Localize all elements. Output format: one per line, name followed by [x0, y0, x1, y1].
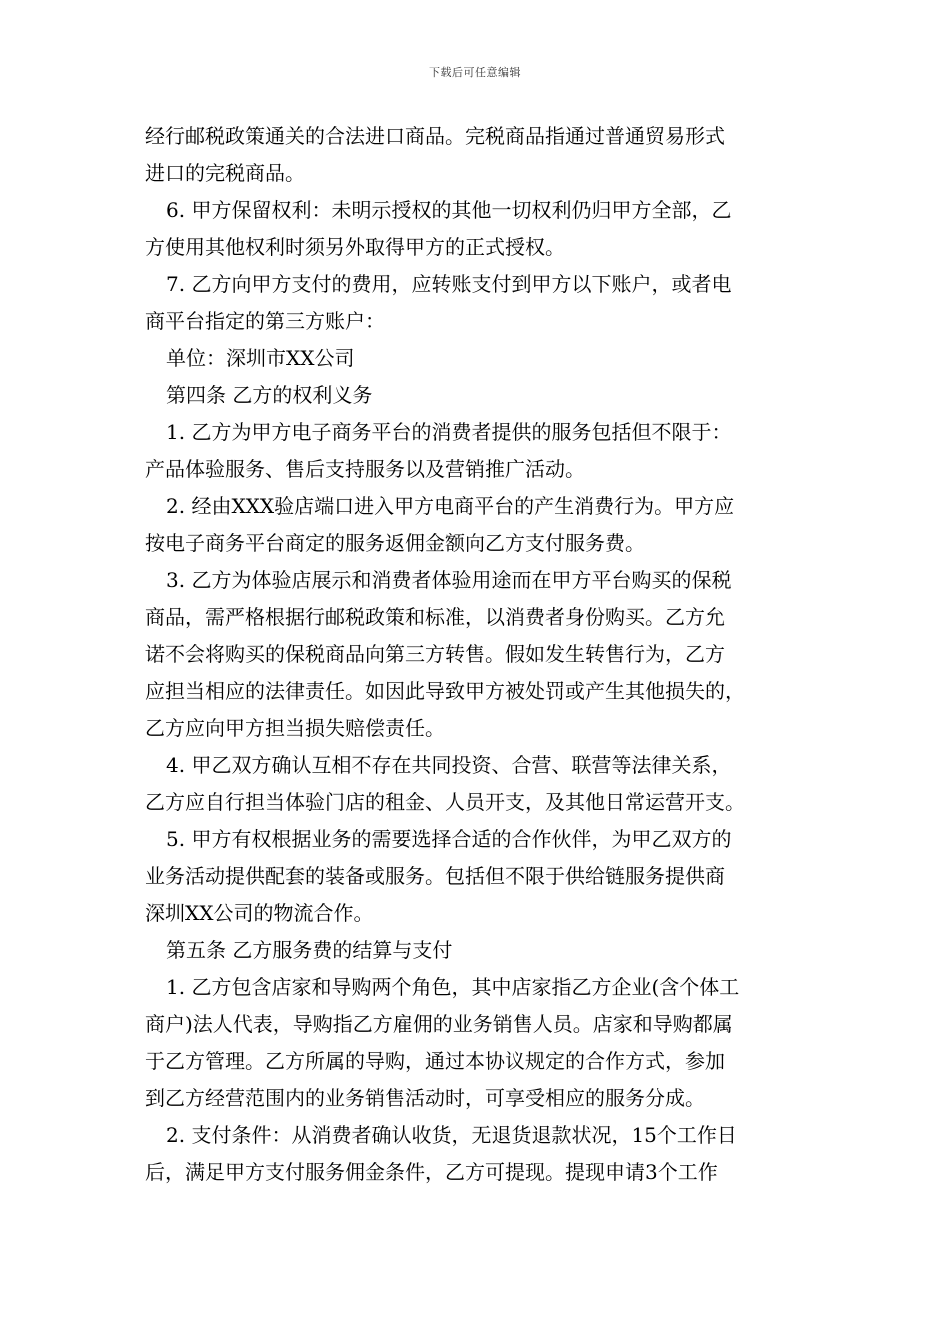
clause-6-line: 6. 甲方保留权利：未明示授权的其他一切权利仍归甲方全部，乙 — [166, 198, 732, 222]
document-body — [145, 118, 810, 1191]
article-5-clause-1-line: 1. 乙方包含店家和导购两个角色，其中店家指乙方企业(含个体工 — [166, 975, 740, 999]
text-line: 商户)法人代表，导购指乙方雇佣的业务销售人员。店家和导购都属 — [145, 1012, 733, 1036]
page-header-note: 下载后可任意编辑 — [429, 66, 521, 79]
article-4-clause-1-line: 1. 乙方为甲方电子商务平台的消费者提供的服务包括但不限于： — [166, 420, 732, 444]
article-4-clause-5-line: 5. 甲方有权根据业务的需要选择合适的合作伙伴，为甲乙双方的 — [166, 827, 732, 851]
text-line: 业务活动提供配套的装备或服务。包括但不限于供给链服务提供商 — [145, 864, 725, 888]
text-line: 应担当相应的法律责任。如因此导致甲方被处罚或产生其他损失的， — [145, 679, 745, 703]
text-line: 商平台指定的第三方账户： — [145, 309, 385, 333]
article-5-heading: 第五条 乙方服务费的结算与支付 — [166, 938, 453, 962]
text-line: 诺不会将购买的保税商品向第三方转售。假如发生转售行为，乙方 — [145, 642, 725, 666]
text-line: 按电子商务平台商定的服务返佣金额向乙方支付服务费。 — [145, 531, 645, 555]
text-line: 乙方应自行担当体验门店的租金、人员开支，及其他日常运营开支。 — [145, 790, 745, 814]
text-line: 进口的完税商品。 — [145, 161, 305, 185]
text-line: 产品体验服务、售后支持服务以及营销推广活动。 — [145, 457, 585, 481]
article-5-clause-2-line: 2. 支付条件：从消费者确认收货，无退货退款状况，15个工作日 — [166, 1123, 737, 1147]
article-4-clause-3-line: 3. 乙方为体验店展示和消费者体验用途而在甲方平台购买的保税 — [166, 568, 732, 592]
clause-7-line: 7. 乙方向甲方支付的费用，应转账支付到甲方以下账户，或者电 — [166, 272, 732, 296]
article-4-clause-2-line: 2. 经由XXX验店端口进入甲方电商平台的产生消费行为。甲方应 — [166, 494, 735, 518]
text-line: 经行邮税政策通关的合法进口商品。完税商品指通过普通贸易形式 — [145, 124, 725, 148]
article-4-heading: 第四条 乙方的权利义务 — [166, 383, 373, 407]
text-line: 方使用其他权利时须另外取得甲方的正式授权。 — [145, 235, 565, 259]
text-line: 于乙方管理。乙方所属的导购，通过本协议规定的合作方式，参加 — [145, 1049, 725, 1073]
text-line: 深圳XX公司的物流合作。 — [145, 901, 374, 925]
text-line: 到乙方经营范围内的业务销售活动时，可享受相应的服务分成。 — [145, 1086, 705, 1110]
text-line: 商品，需严格根据行邮税政策和标准，以消费者身份购买。乙方允 — [145, 605, 725, 629]
text-line: 乙方应向甲方担当损失赔偿责任。 — [145, 716, 445, 740]
text-line: 后，满足甲方支付服务佣金条件，乙方可提现。提现申请3个工作 — [145, 1160, 718, 1184]
account-unit-line: 单位：深圳市XX公司 — [166, 346, 355, 370]
article-4-clause-4-line: 4. 甲乙双方确认互相不存在共同投资、合营、联营等法律关系， — [166, 753, 732, 777]
